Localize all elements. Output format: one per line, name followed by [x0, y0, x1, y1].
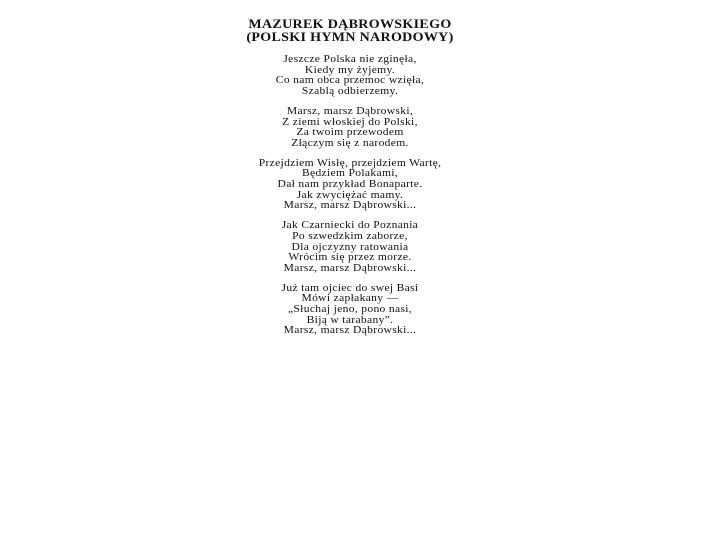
stanza-line: Przejdziem Wisłę, przejdziem Wartę,: [258, 157, 442, 169]
anthem-title-line-1: MAZUREK DĄBROWSKIEGO: [248, 17, 452, 31]
stanza-line: Z ziemi włoskiej do Polski,: [282, 116, 418, 128]
stanza-line: Za twoim przewodem: [296, 127, 404, 139]
stanza-line: Co nam obca przemoc wzięła,: [275, 75, 425, 87]
stanza-4: [200, 221, 500, 275]
stanza-line: Mówi zapłakany —: [301, 293, 399, 305]
stanza-line: Złączym się z narodem.: [291, 137, 409, 149]
stanza-line: Już tam ojciec do swej Basi: [281, 282, 419, 294]
stanza-line: Biją w tarabany”.: [306, 314, 394, 326]
stanza-line: Marsz, marsz Dąbrowski...: [283, 262, 417, 274]
stanzas: [200, 55, 500, 337]
stanza-line: Jeszcze Polska nie zginęła,: [283, 54, 417, 65]
stanza-line: Będziem Polakami,: [301, 168, 399, 180]
stanza-line: Szablą odbierzemy.: [301, 86, 399, 98]
stanza-line: Marsz, marsz Dąbrowski...: [283, 325, 417, 337]
stanza-3: [200, 159, 500, 213]
anthem-text: [200, 18, 500, 346]
stanza-line: Wrócim się przez morze.: [288, 252, 412, 264]
stanza-line: Po szwedzkim zaborze,: [292, 230, 408, 242]
stanza-line: Jak zwyciężać mamy.: [296, 189, 404, 201]
stanza-5: [200, 284, 500, 338]
stanza-1: [200, 55, 500, 98]
anthem-title-line-2: (POLSKI HYMN NARODOWY): [246, 30, 454, 44]
stanza-line: Marsz, marsz Dąbrowski...: [283, 200, 417, 212]
stanza-line: Dla ojczyzny ratowania: [291, 241, 409, 253]
stanza-line: Jak Czarniecki do Poznania: [281, 220, 419, 232]
stanza-line: Marsz, marsz Dąbrowski,: [286, 105, 414, 117]
stanza-line: Dał nam przykład Bonaparte.: [277, 179, 423, 191]
stanza-line: Kiedy my żyjemy.: [304, 64, 396, 76]
stanza-line: „Słuchaj jeno, pono nasi,: [287, 304, 413, 316]
stanza-2: [200, 107, 500, 150]
